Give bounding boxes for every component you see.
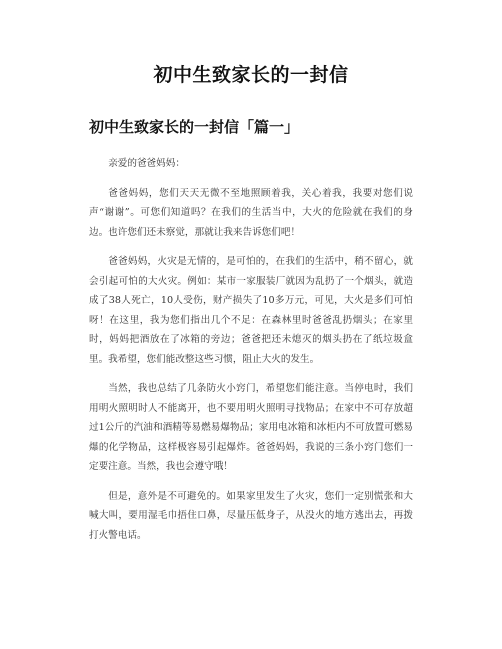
document-title: 初中生致家长的一封信	[153, 64, 349, 86]
paragraph-2: 爸爸妈妈，火灾是无情的，是可怕的，在我们的生活中，稍不留心，就会引起可怕的大火灾。例如：某市一家服装厂就因为乱扔了一个烟头，就造成了38人死亡，10人受伤，财产损失了10多万元，可见，大火是多们可怕呀！在这里，我为您们指出几个不足：在森林里时爸爸乱扔烟头；在家里时，妈妈把酒放在了冰箱的旁边；爸爸把还未熄灭的烟头扔在了纸垃圾盒里。我希望，您们能改整这些习惯，阻止大火的发生。	[89, 256, 413, 365]
paragraph-3: 当然，我也总结了几条防火小窍门，希望您们能注意。当停电时，我们用明火照明时人不能离开，也不要用明火照明寻找物品；在家中不可存放超过1公斤的汽油和酒精等易燃易爆物品；家用电冰箱和冰柜内不可放置可燃易爆的化学物品，这样极容易引起爆炸。爸爸妈妈，我说的三条小窍门您们一定要注意。当然，我也会遵守哦！	[89, 383, 413, 472]
section-title: 初中生致家长的一封信「篇一」	[89, 118, 300, 136]
paragraph-4: 但是，意外是不可避免的。如果家里发生了火灾，您们一定别慌张和大喊大叫，要用湿毛巾捂住口鼻，尽量压低身子，从没火的地方逃出去，再拨打火警电话。	[89, 490, 413, 541]
paragraph-1: 爸爸妈妈，您们天天无微不至地照顾着我，关心着我，我要对您们说声“谢谢”。可您们知道吗？在我们的生活当中，大火的危险就在我们的身边。也许您们还未察觉，那就让我来告诉您们吧！	[89, 187, 413, 238]
salutation: 亲爱的爸爸妈妈：	[108, 158, 185, 169]
letter-body	[89, 154, 413, 555]
